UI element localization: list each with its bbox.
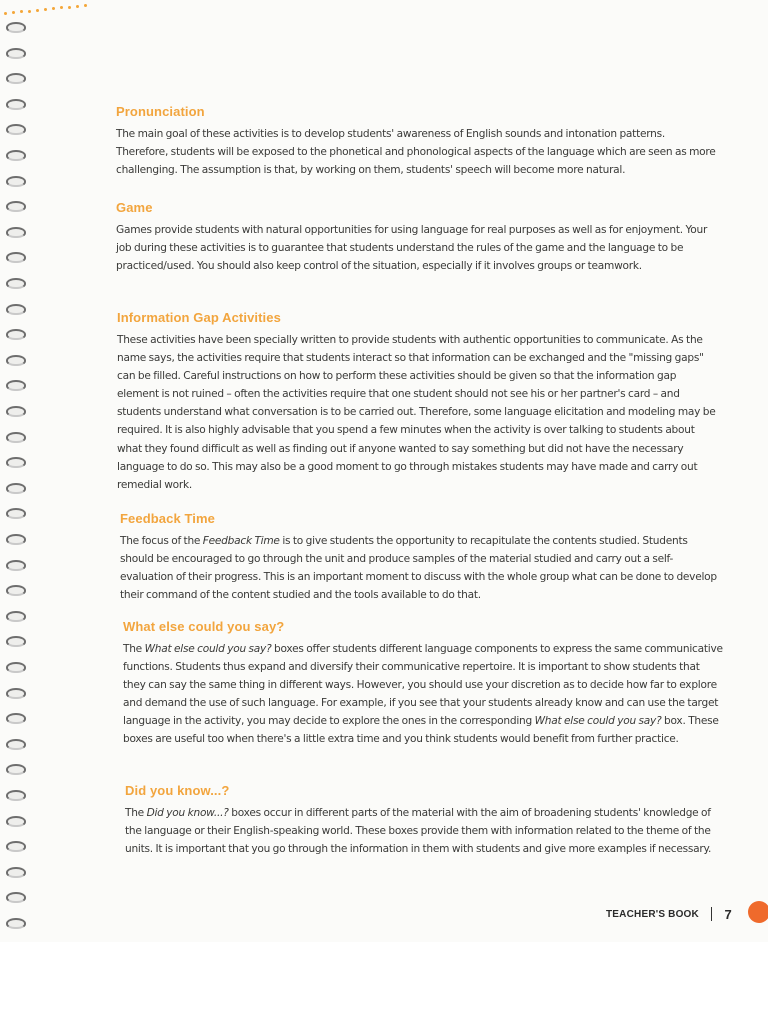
- spiral-ring: [6, 176, 26, 187]
- spiral-ring: [6, 457, 26, 468]
- decorative-dot: [76, 5, 79, 8]
- decorative-dot: [20, 10, 23, 13]
- page-footer: [606, 903, 732, 925]
- spiral-ring: [6, 201, 26, 212]
- spiral-ring: [6, 380, 26, 391]
- spiral-ring: [6, 739, 26, 750]
- spiral-ring: [6, 636, 26, 647]
- decorative-dot: [84, 4, 87, 7]
- text-run: The: [123, 643, 145, 655]
- section-did-you-know: [125, 783, 725, 858]
- spiral-ring: [6, 406, 26, 417]
- text-run: box. These boxes are useful too when there's a little extra time and you think students would benefit from further practice.: [123, 715, 719, 746]
- footer-divider: [711, 907, 713, 921]
- section-title: Feedback Time: [120, 511, 215, 526]
- spiral-ring: [6, 662, 26, 673]
- text-run: is to give students the opportunity to recapitulate the contents studied. Students should be encouraged to go through the unit and produce samples of the material studied and carry out a self-evaluation of their progress. This is an important moment to discuss with the whole group what can be done to develop their command of the content studied and the tools available to do that.: [120, 535, 717, 602]
- spiral-ring: [6, 816, 26, 827]
- spiral-binding: [6, 14, 34, 934]
- section-title: Did you know...?: [125, 783, 230, 798]
- spiral-ring: [6, 22, 26, 33]
- spiral-ring: [6, 611, 26, 622]
- spiral-ring: [6, 278, 26, 289]
- section-body: [120, 532, 720, 604]
- section-pronunciation: [116, 104, 716, 179]
- spiral-ring: [6, 48, 26, 59]
- spiral-ring: [6, 150, 26, 161]
- spiral-ring: [6, 560, 26, 571]
- spiral-ring: [6, 790, 26, 801]
- spiral-ring: [6, 867, 26, 878]
- text-run: boxes offer students different language components to express the same communicative functions. Students thus expand and diversify their communicative repertoire. It is important to show students that they can say the same thing in different ways. However, you should use your discretion as to decide how far to explore and demand the use of such language. For example, if you see that your students already know and can use the target language in the activity, you may decide to explore the ones in the corresponding: [123, 643, 723, 728]
- section-body: [125, 804, 725, 858]
- decorative-dot: [52, 7, 55, 10]
- decorative-dot: [36, 9, 39, 12]
- spiral-ring: [6, 252, 26, 263]
- section-what-else: [123, 619, 723, 749]
- spiral-ring: [6, 585, 26, 596]
- spiral-ring: [6, 764, 26, 775]
- section-body: Games provide students with natural opportunities for using language for real purposes as well as for enjoyment. Your job during these activities is to guarantee that students understand the rules of the game and the language to be practiced/used. You should also keep control of the situation, especially if it involves groups or teamwork.: [116, 224, 708, 273]
- section-title: Game: [116, 200, 153, 215]
- section-feedback-time: [120, 511, 720, 604]
- section-information-gap: [117, 310, 719, 494]
- spiral-ring: [6, 329, 26, 340]
- spiral-ring: [6, 227, 26, 238]
- text-run: boxes occur in different parts of the material with the aim of broadening students' knowledge of the language or their English-speaking world. These boxes provide them with information related to the theme of the units. It is important that you go through the information in them with students and give more examples if necessary.: [125, 807, 712, 856]
- decorative-dot: [44, 8, 47, 11]
- spiral-ring: [6, 124, 26, 135]
- decorative-dot: [68, 6, 71, 9]
- section-body: These activities have been specially written to provide students with authentic opportunities to communicate. As the name says, the activities require that students interact so that information can be exchanged and the "missing gaps" can be filled. Careful instructions on how to perform these activities should be given so that the information gap element is not ruined – often the activities require that one student should not see his or her partner's card – and students understand what conversation is to be carried out. Therefore, some language elicitation and modeling may be required. It is also highly advisable that you spend a few minutes when the activity is over talking to students about what they found difficult as well as finding out if anyone wanted to say something but did not have the necessary language to do so. This may also be a good moment to go through mistakes students may have made and carry out remedial work.: [117, 334, 716, 491]
- spiral-ring: [6, 508, 26, 519]
- spiral-ring: [6, 713, 26, 724]
- text-run-italic: What else could you say?: [534, 715, 662, 728]
- footer-label: TEACHER'S BOOK: [606, 908, 699, 920]
- spiral-ring: [6, 304, 26, 315]
- section-game: [116, 200, 716, 275]
- text-run-italic: Did you know...?: [146, 807, 229, 819]
- spiral-ring: [6, 534, 26, 545]
- section-body: [123, 640, 723, 749]
- section-title: What else could you say?: [123, 619, 285, 634]
- spiral-ring: [6, 688, 26, 699]
- spiral-ring: [6, 918, 26, 929]
- spiral-ring: [6, 841, 26, 852]
- decorative-dot: [28, 10, 31, 13]
- section-title: Pronunciation: [116, 104, 205, 119]
- page-marker-dot: [748, 901, 768, 923]
- text-run-italic: What else could you say?: [144, 643, 272, 655]
- section-body: The main goal of these activities is to develop students' awareness of English sounds and intonation patterns. Therefore, students will be exposed to the phonetical and phonological aspects of the language which are seen as more challenging. The assumption is that, by working on them, students' speech will become more natural.: [116, 128, 716, 177]
- text-run: The focus of the: [120, 535, 203, 547]
- spiral-ring: [6, 483, 26, 494]
- section-title: Information Gap Activities: [117, 310, 281, 325]
- spiral-ring: [6, 355, 26, 366]
- spiral-ring: [6, 432, 26, 443]
- text-run-italic: Feedback Time: [202, 535, 280, 547]
- decorative-dot: [60, 6, 63, 9]
- text-run: The: [125, 807, 147, 819]
- page-number: 7: [724, 906, 732, 922]
- spiral-ring: [6, 99, 26, 110]
- blank-margin: [0, 942, 768, 1024]
- spiral-ring: [6, 892, 26, 903]
- spiral-ring: [6, 73, 26, 84]
